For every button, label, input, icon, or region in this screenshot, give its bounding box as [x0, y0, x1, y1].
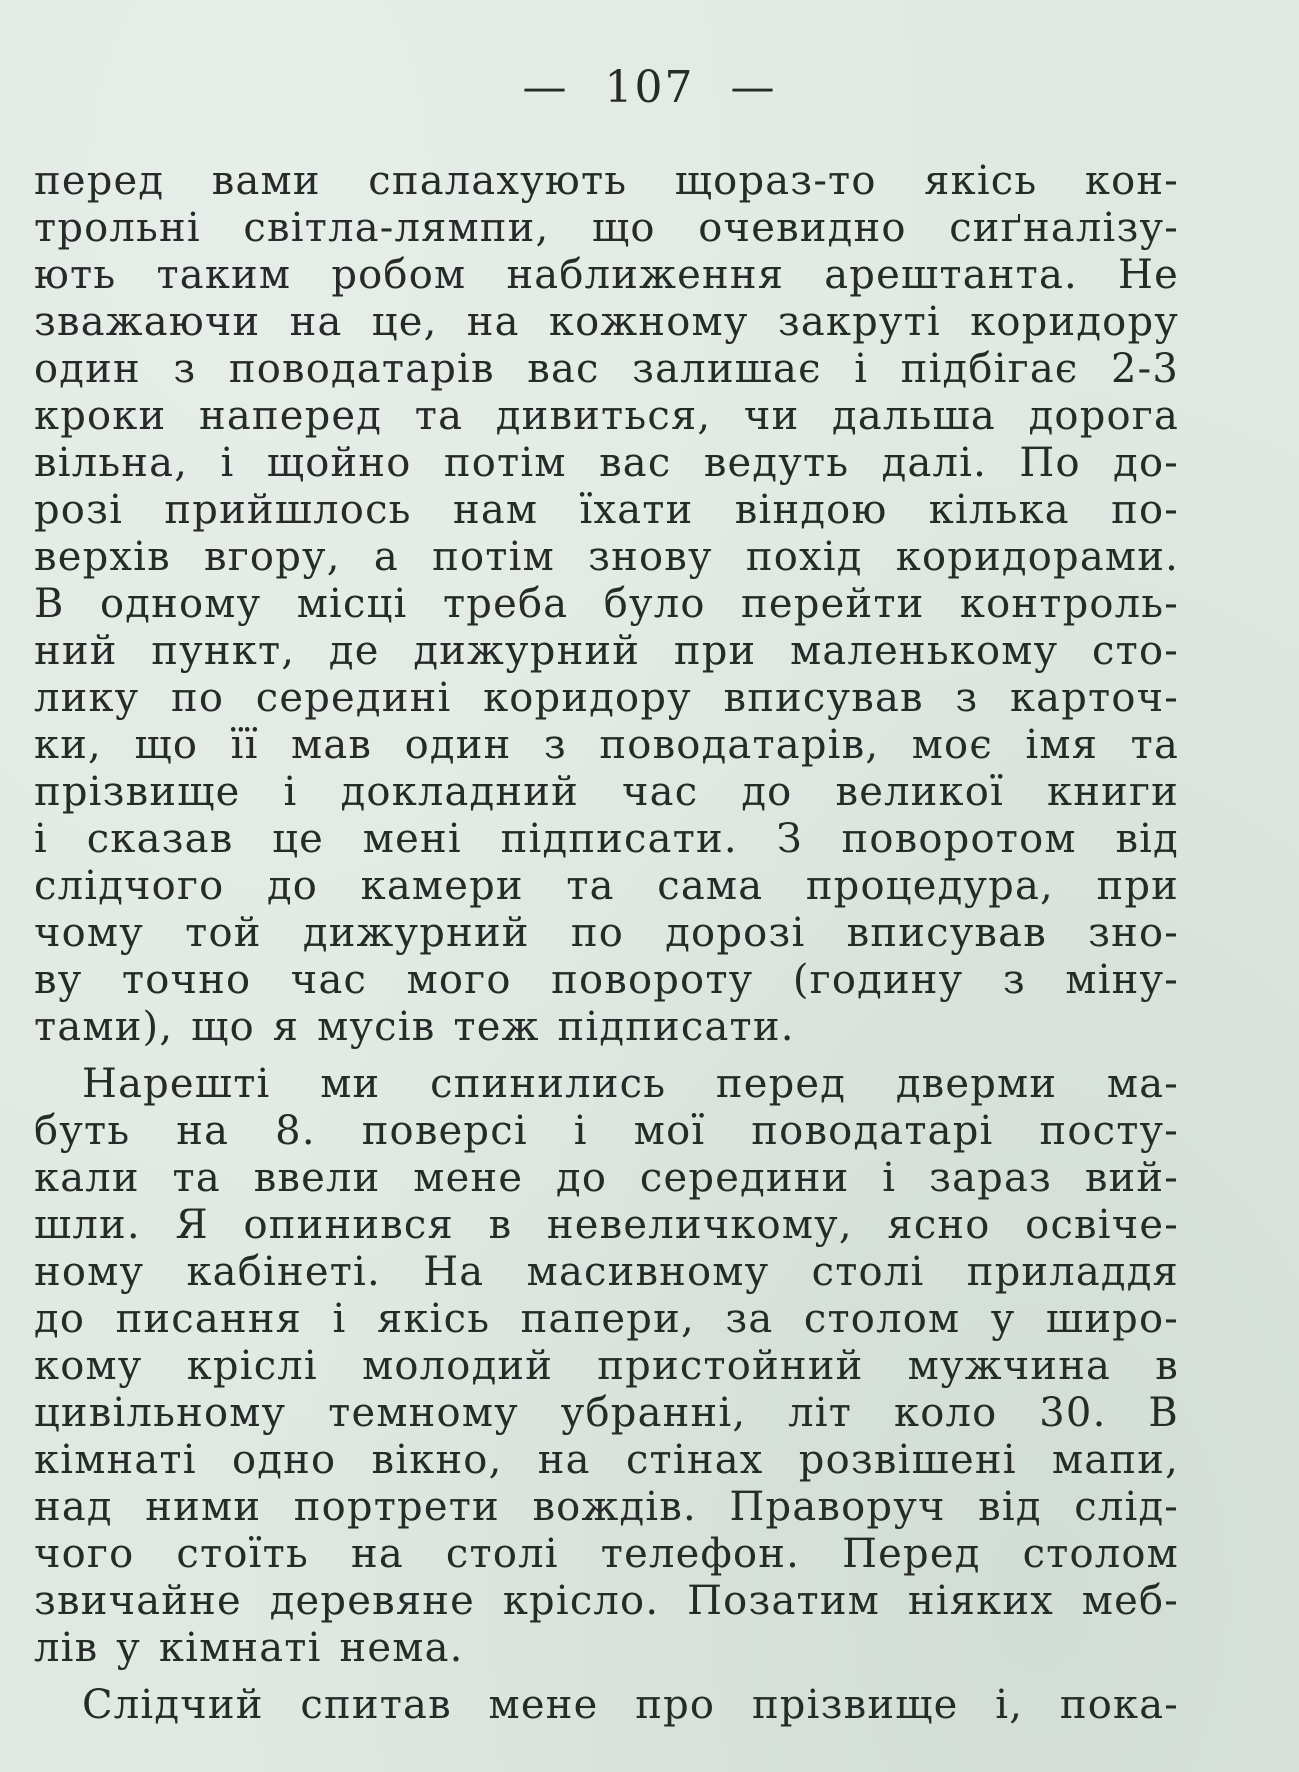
paragraph-1	[34, 158, 1179, 1051]
text-line: Нарешті ми спинились перед дверми ма-	[82, 1061, 1179, 1107]
text-line: тами), що я мусів теж підписати.	[34, 1004, 795, 1050]
text-line: слідчого до камери та сама процедура, при	[34, 863, 1179, 909]
text-line: ний пункт, де дижурний при маленькому сто-	[34, 628, 1179, 674]
text-line: ву точно час мого повороту (годину з міну-	[34, 957, 1179, 1003]
text-line: трольні світла-лямпи, що очевидно сиґналізу-	[34, 205, 1179, 251]
text-line: лику по середині коридору вписував з карточ-	[34, 675, 1179, 721]
paragraph-2	[34, 1061, 1179, 1672]
text-line: Слідчий спитав мене про прізвище і, пока-	[82, 1682, 1179, 1728]
text-line: кали та ввели мене до середини і зараз вий-	[34, 1155, 1179, 1201]
text-line: над ними портрети вождів. Праворуч від слід-	[34, 1484, 1179, 1530]
page-number-dash-right: —	[730, 62, 777, 113]
text-line: цивільному темному убранні, літ коло 30. В	[34, 1390, 1179, 1436]
page-number: 107	[604, 62, 695, 113]
text-line: лів у кімнаті нема.	[34, 1625, 464, 1671]
text-line: розі прийшлось нам їхати віндою кілька по-	[34, 487, 1179, 533]
text-line: кімнаті одно вікно, на стінах розвішені мапи,	[34, 1437, 1179, 1483]
text-line: буть на 8. поверсі і мої поводатарі посту-	[34, 1108, 1179, 1154]
text-line: і сказав це мені підписати. З поворотом від	[34, 816, 1179, 862]
paragraph-gap	[34, 1051, 1179, 1061]
text-line: ному кабінеті. На масивному столі приладдя	[34, 1249, 1179, 1295]
text-line: до писання і якісь папери, за столом у широ-	[34, 1296, 1179, 1342]
paragraph-gap	[34, 1672, 1179, 1682]
body-text	[34, 158, 1179, 1729]
text-line: В одному місці треба було перейти контроль-	[34, 581, 1179, 627]
page-number-header	[0, 58, 1299, 118]
text-line: чому той дижурний по дорозі вписував зно-	[34, 910, 1179, 956]
text-line: прізвище і докладний час до великої книги	[34, 769, 1179, 815]
text-line: кому кріслі молодий пристойний мужчина в	[34, 1343, 1179, 1389]
text-line: перед вами спалахують щораз-то якісь кон-	[34, 158, 1179, 204]
text-line: ки, що її мав один з поводатарів, моє імя та	[34, 722, 1179, 768]
page-number-dash-left: —	[522, 62, 569, 113]
text-line: зважаючи на це, на кожному закруті коридору	[34, 299, 1179, 345]
text-line: чого стоїть на столі телефон. Перед столом	[34, 1531, 1179, 1577]
text-line: верхів вгору, а потім знову похід коридорами.	[34, 534, 1179, 580]
text-line: один з поводатарів вас залишає і підбігає 2-3	[34, 346, 1179, 392]
text-line: ють таким робом наближення арештанта. Не	[34, 252, 1179, 298]
text-line: звичайне деревяне крісло. Позатим ніяких меб-	[34, 1578, 1179, 1624]
paragraph-3	[34, 1682, 1179, 1729]
text-line: вільна, і щойно потім вас ведуть далі. По до-	[34, 440, 1179, 486]
text-line: шли. Я опинився в невеличкому, ясно освіче-	[34, 1202, 1179, 1248]
text-line: кроки наперед та дивиться, чи дальша дорога	[34, 393, 1179, 439]
